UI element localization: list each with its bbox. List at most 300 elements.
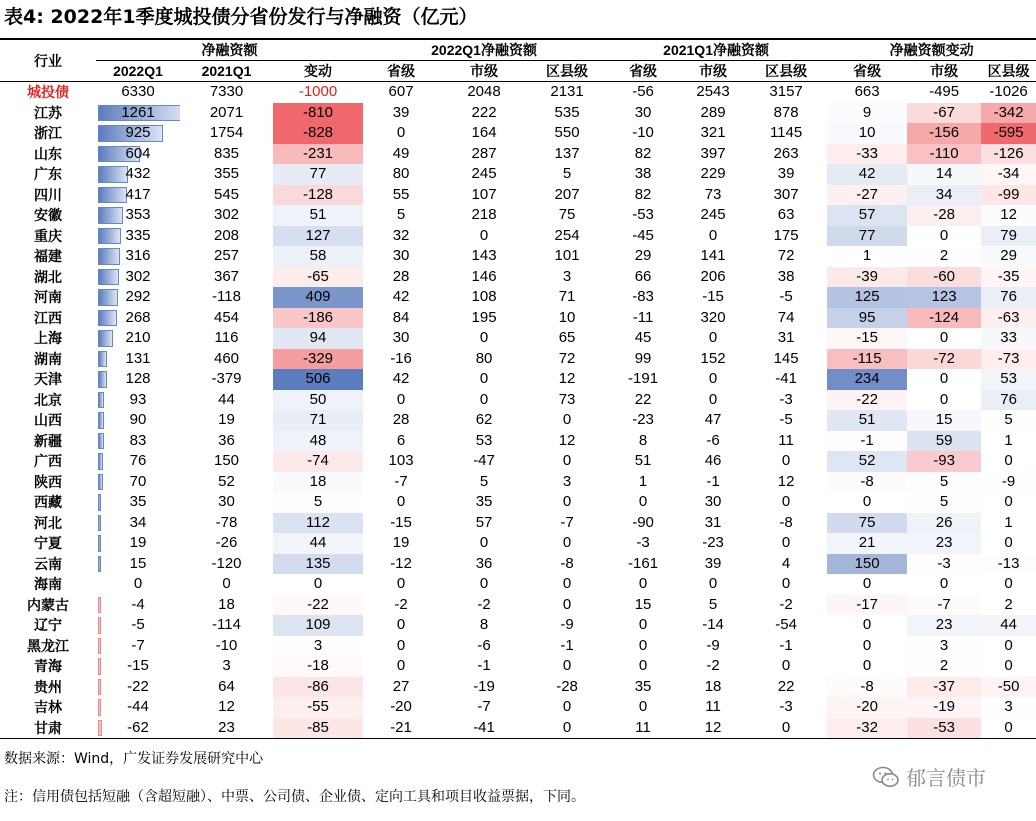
cell-value: 108 — [471, 288, 497, 305]
cell-value: 607 — [388, 83, 414, 100]
cell-value: 42 — [392, 288, 410, 305]
cell-value: 83 — [129, 431, 147, 449]
cell-value: 2071 — [209, 103, 244, 121]
watermark — [872, 762, 986, 791]
cell-value: -11 — [632, 308, 654, 326]
cell-value: -114 — [212, 616, 241, 633]
cell-2022q1-bar — [96, 677, 180, 698]
cell-value: 11 — [705, 698, 721, 715]
cell-value: 355 — [213, 165, 240, 182]
cell-value: -3 — [779, 698, 793, 715]
wechat-icon — [872, 766, 900, 788]
cell-value: 82 — [634, 185, 652, 203]
cell-value: 0 — [981, 492, 1036, 513]
footnote: 注：信用债包括短融（含超短融）、中票、公司债、企业债、定向工具和项目收益票据，下同。 — [4, 789, 585, 805]
row-label: 山西 — [34, 412, 62, 428]
cell-value: 80 — [475, 349, 493, 367]
data-bar — [98, 617, 101, 634]
cell-value: 0 — [827, 615, 907, 636]
cell-value: 245 — [700, 206, 726, 223]
cell-value: 8 — [479, 616, 489, 633]
row-label: 湖南 — [34, 350, 62, 367]
cell-value: 550 — [554, 124, 580, 141]
cell-2022q1-bar — [96, 287, 180, 308]
header-industry: 行业 — [0, 39, 96, 82]
row-label: 青海 — [34, 658, 62, 674]
header-group-net-financing: 净融资额 — [96, 39, 363, 61]
header-group-change: 净融资额变动 — [827, 39, 1036, 61]
cell-value: 5 — [396, 206, 406, 223]
cell-value: 9 — [827, 103, 907, 124]
table-row — [0, 390, 1036, 411]
table-row — [0, 410, 1036, 431]
data-bar — [98, 638, 101, 655]
cell-value: 50 — [273, 390, 363, 411]
cell-2022q1-bar — [96, 718, 180, 739]
subheader-5: 区县级 — [529, 61, 605, 82]
cell-value: 0 — [396, 575, 406, 592]
table-row — [0, 451, 1036, 472]
cell-value: 30 — [634, 103, 652, 121]
cell-value: 5 — [907, 492, 981, 513]
cell-value: 135 — [273, 554, 363, 575]
cell-value: 835 — [213, 144, 240, 162]
cell-value: -128 — [273, 185, 363, 206]
cell-value: -62 — [127, 718, 149, 736]
cell-2022q1-bar — [96, 246, 180, 267]
cell-2022q1-bar — [96, 697, 180, 718]
cell-value: 42 — [392, 370, 410, 387]
cell-value: 35 — [475, 493, 493, 510]
cell-value: 254 — [554, 226, 580, 244]
cell-value: 1261 — [121, 103, 155, 121]
data-bar — [98, 597, 101, 614]
cell-value: 76 — [981, 390, 1036, 411]
cell-value: 15 — [907, 410, 981, 431]
cell-value: 58 — [273, 246, 363, 267]
cell-value: -379 — [211, 370, 242, 387]
cell-value: 0 — [907, 369, 981, 390]
cell-value: 53 — [981, 369, 1036, 390]
cell-value: 316 — [125, 247, 151, 264]
cell-value: -18 — [273, 656, 363, 677]
table-row — [0, 123, 1036, 144]
cell-value: -16 — [390, 349, 412, 367]
cell-value: -13 — [981, 554, 1036, 575]
province-net-financing-table — [0, 38, 1036, 739]
cell-value: 23 — [180, 718, 273, 739]
cell-value: -1000 — [298, 83, 338, 100]
cell-value: 0 — [638, 636, 648, 654]
cell-value: 33 — [981, 328, 1036, 349]
cell-value: 18 — [218, 595, 235, 613]
cell-value: 320 — [700, 308, 726, 326]
cell-value: 77 — [827, 226, 907, 247]
row-label: 城投债 — [27, 84, 69, 100]
cell-value: 12 — [558, 431, 576, 449]
cell-value: 1145 — [769, 124, 803, 141]
cell-value: -60 — [907, 267, 981, 288]
cell-value: 0 — [827, 636, 907, 657]
cell-value: 2 — [981, 595, 1036, 616]
cell-value: -810 — [273, 103, 363, 124]
cell-value: -32 — [827, 718, 907, 739]
data-bar — [98, 453, 103, 470]
row-label: 辽宁 — [34, 617, 62, 633]
cell-2022q1-bar — [96, 267, 180, 288]
row-label: 陕西 — [34, 473, 62, 490]
cell-value: 663 — [854, 83, 880, 100]
row-label: 甘肃 — [0, 718, 96, 739]
data-bar — [98, 679, 101, 696]
row-label: 上海 — [34, 330, 62, 346]
cell-2022q1-bar — [96, 308, 180, 329]
cell-value: -1 — [706, 472, 720, 490]
table-row — [0, 595, 1036, 616]
cell-value: -6 — [706, 431, 720, 449]
cell-value: -186 — [273, 308, 363, 329]
data-bar — [98, 658, 101, 675]
cell-value: 0 — [562, 657, 572, 674]
cell-value: 3 — [562, 472, 572, 490]
cell-value: 11 — [778, 431, 794, 449]
cell-value: 32 — [392, 226, 410, 244]
cell-value: -56 — [632, 83, 654, 100]
cell-value: 46 — [704, 452, 722, 469]
cell-value: -27 — [827, 185, 907, 206]
cell-value: -2 — [394, 595, 408, 613]
row-label: 河北 — [34, 514, 62, 531]
subheader-8: 区县级 — [745, 61, 827, 82]
cell-value: 72 — [558, 349, 576, 367]
cell-value: 0 — [981, 636, 1036, 657]
cell-value: 141 — [700, 247, 726, 264]
cell-value: 15 — [634, 595, 652, 613]
table-row — [0, 718, 1036, 739]
cell-value: 0 — [562, 411, 572, 428]
data-source: 数据来源：Wind，广发证券发展研究中心 — [4, 751, 264, 767]
cell-value: -118 — [212, 288, 241, 305]
cell-value: 12 — [218, 698, 235, 715]
row-label: 重庆 — [34, 227, 62, 244]
cell-value: -17 — [827, 595, 907, 616]
cell-value: 3 — [981, 697, 1036, 718]
cell-value: -161 — [628, 554, 659, 572]
cell-2022q1-bar — [96, 533, 180, 554]
cell-value: 30 — [392, 247, 410, 264]
cell-value: 0 — [133, 575, 143, 592]
cell-value: -41 — [439, 718, 529, 739]
cell-value: 23 — [907, 615, 981, 636]
cell-value: -12 — [390, 554, 412, 572]
cell-value: 35 — [634, 677, 652, 695]
cell-value: -37 — [907, 677, 981, 698]
cell-value: 19 — [218, 411, 235, 428]
cell-value: -828 — [273, 123, 363, 144]
cell-value: 3157 — [769, 83, 803, 100]
cell-2022q1-bar — [96, 390, 180, 411]
subheader-2: 变动 — [273, 61, 363, 82]
subheader-6: 省级 — [605, 61, 681, 82]
cell-value: 210 — [125, 329, 151, 346]
row-label: 浙江 — [34, 125, 62, 141]
cell-value: 0 — [781, 534, 791, 551]
cell-value: 28 — [392, 411, 410, 428]
cell-2022q1-bar — [96, 492, 180, 513]
cell-value: 23 — [907, 533, 981, 554]
cell-value: 38 — [634, 165, 652, 182]
cell-value: -41 — [775, 370, 797, 387]
table-row — [0, 472, 1036, 493]
data-bar — [98, 515, 101, 532]
cell-value: 417 — [125, 185, 151, 203]
table-row — [0, 103, 1036, 124]
cell-value: 73 — [558, 390, 576, 408]
cell-value: -7 — [394, 472, 408, 490]
cell-value: 0 — [827, 656, 907, 677]
cell-value: -7 — [131, 636, 145, 654]
table-row — [0, 369, 1036, 390]
cell-value: 0 — [981, 574, 1036, 595]
cell-value: 26 — [907, 513, 981, 534]
cell-value: -15 — [827, 328, 907, 349]
cell-value: -22 — [827, 390, 907, 411]
table-row — [0, 287, 1036, 308]
cell-value: 925 — [125, 124, 151, 141]
cell-value: 0 — [708, 390, 718, 408]
cell-value: 127 — [273, 226, 363, 247]
data-bar — [98, 166, 128, 183]
cell-value: -1 — [477, 657, 491, 674]
cell-value: 321 — [700, 124, 726, 141]
cell-value: 70 — [129, 472, 147, 490]
cell-value: 59 — [907, 431, 981, 452]
cell-value: 57 — [827, 205, 907, 226]
cell-value: 0 — [907, 328, 981, 349]
cell-value: 0 — [396, 390, 406, 408]
cell-value: -1026 — [989, 83, 1028, 100]
cell-value: -67 — [907, 103, 981, 124]
cell-value: 14 — [907, 164, 981, 185]
cell-value: 39 — [392, 103, 410, 121]
data-bar — [98, 433, 104, 450]
cell-value: 1 — [827, 246, 907, 267]
cell-value: 2543 — [696, 83, 730, 100]
cell-value: 36 — [218, 431, 235, 449]
cell-value: -34 — [981, 164, 1036, 185]
cell-value: 51 — [273, 205, 363, 226]
cell-value: 48 — [273, 431, 363, 452]
data-bar — [98, 494, 101, 511]
cell-value: -8 — [827, 677, 907, 698]
cell-value: 109 — [273, 615, 363, 636]
cell-value: 8 — [638, 431, 648, 449]
cell-value: 71 — [558, 288, 576, 305]
cell-value: -126 — [981, 144, 1036, 165]
row-label: 宁夏 — [34, 535, 62, 551]
cell-value: 55 — [392, 185, 410, 203]
cell-2022q1-bar — [96, 410, 180, 431]
cell-value: 22 — [634, 390, 652, 408]
table-row — [0, 656, 1036, 677]
cell-value: 0 — [781, 575, 791, 592]
cell-value: 0 — [479, 226, 489, 244]
cell-value: -10 — [632, 124, 654, 141]
cell-value: 101 — [554, 247, 580, 264]
row-label: 安徽 — [34, 207, 62, 223]
cell-value: 62 — [475, 411, 493, 428]
cell-value: -47 — [473, 452, 495, 469]
cell-value: -4 — [131, 595, 145, 613]
cell-value: 0 — [273, 574, 363, 595]
cell-value: -329 — [273, 349, 363, 370]
cell-value: -8 — [827, 472, 907, 493]
cell-value: 0 — [781, 657, 791, 674]
cell-value: -28 — [907, 205, 981, 226]
cell-value: -8 — [779, 513, 793, 531]
cell-value: 0 — [781, 452, 791, 469]
cell-value: 82 — [634, 144, 652, 162]
cell-value: -54 — [775, 616, 797, 633]
cell-value: -22 — [273, 595, 363, 616]
cell-value: 164 — [471, 124, 497, 141]
cell-value: 103 — [388, 452, 414, 469]
table-row — [0, 308, 1036, 329]
cell-2022q1-bar — [96, 472, 180, 493]
cell-2022q1-bar — [96, 574, 180, 595]
cell-value: -9 — [706, 636, 720, 654]
cell-value: -156 — [907, 123, 981, 144]
cell-value: 0 — [562, 534, 572, 551]
cell-value: 175 — [773, 226, 799, 244]
cell-value: 112 — [273, 513, 363, 534]
cell-value: 77 — [273, 164, 363, 185]
cell-2022q1-bar — [96, 451, 180, 472]
cell-value: 1 — [981, 513, 1036, 534]
cell-value: -1 — [560, 636, 574, 654]
cell-value: 5 — [273, 492, 363, 513]
cell-value: 4 — [781, 554, 791, 572]
cell-value: 63 — [777, 206, 795, 223]
cell-value: 90 — [129, 411, 147, 428]
cell-value: -15 — [702, 288, 724, 305]
cell-value: 34 — [129, 513, 147, 531]
cell-2022q1-bar — [96, 185, 180, 206]
cell-value: 195 — [471, 308, 497, 326]
cell-value: 57 — [475, 513, 493, 531]
row-label: 内蒙古 — [27, 596, 69, 613]
cell-value: 11 — [605, 718, 681, 739]
cell-value: 145 — [773, 349, 799, 367]
cell-value: -44 — [127, 698, 149, 715]
cell-value: 72 — [777, 247, 795, 264]
cell-value: 39 — [704, 554, 722, 572]
cell-value: -115 — [827, 349, 907, 370]
cell-value: 15 — [129, 554, 147, 572]
table-row — [0, 533, 1036, 554]
cell-value: 150 — [827, 554, 907, 575]
cell-value: 307 — [773, 185, 799, 203]
cell-value: 0 — [479, 390, 489, 408]
cell-value: -83 — [632, 288, 654, 305]
cell-value: 99 — [634, 349, 652, 367]
cell-value: 3 — [273, 636, 363, 657]
cell-value: 52 — [218, 472, 235, 490]
cell-value: -124 — [907, 308, 981, 329]
cell-value: 5 — [708, 595, 718, 613]
cell-value: 18 — [273, 472, 363, 493]
cell-2022q1-bar — [96, 226, 180, 247]
cell-value: -9 — [560, 616, 574, 633]
table-row — [0, 205, 1036, 226]
cell-value: 229 — [700, 165, 726, 182]
cell-value: -20 — [390, 698, 412, 715]
table-row — [0, 513, 1036, 534]
row-label: 湖北 — [34, 268, 62, 285]
cell-value: 74 — [777, 308, 795, 326]
row-label: 福建 — [34, 248, 62, 264]
cell-value: -5 — [779, 411, 793, 428]
row-label: 广西 — [34, 453, 62, 469]
subheader-1: 2021Q1 — [180, 61, 273, 82]
cell-value: 0 — [638, 616, 648, 633]
cell-value: -85 — [273, 718, 363, 739]
cell-value: -3 — [907, 554, 981, 575]
cell-value: 0 — [479, 575, 489, 592]
cell-value: 79 — [981, 226, 1036, 247]
row-label: 吉林 — [34, 699, 62, 715]
cell-value: 31 — [704, 513, 722, 531]
cell-value: -1 — [827, 431, 907, 452]
row-label: 江苏 — [34, 104, 62, 121]
data-bar — [98, 289, 118, 306]
cell-value: 123 — [907, 287, 981, 308]
cell-value: 0 — [396, 636, 406, 654]
cell-value: 0 — [827, 574, 907, 595]
data-bar — [98, 392, 104, 409]
cell-value: 0 — [745, 718, 827, 739]
subheader-11: 区县级 — [981, 61, 1036, 82]
cell-value: -191 — [628, 370, 659, 387]
cell-value: 206 — [700, 267, 726, 285]
cell-2022q1-bar — [96, 205, 180, 226]
row-label: 广东 — [34, 166, 62, 182]
table-row — [0, 267, 1036, 288]
cell-value: 52 — [827, 451, 907, 472]
subheader-7: 市级 — [681, 61, 745, 82]
cell-value: 0 — [981, 451, 1036, 472]
cell-value: 125 — [827, 287, 907, 308]
cell-value: -7 — [907, 595, 981, 616]
cell-value: 0 — [827, 492, 907, 513]
cell-2022q1-bar — [96, 349, 180, 370]
cell-value: 75 — [827, 513, 907, 534]
cell-value: 29 — [634, 247, 652, 264]
cell-value: 207 — [554, 185, 580, 203]
row-label: 天津 — [34, 371, 62, 387]
cell-value: 152 — [700, 349, 726, 367]
cell-value: 0 — [562, 575, 572, 592]
cell-value: 5 — [907, 472, 981, 493]
cell-value: 76 — [129, 452, 147, 469]
data-bar — [98, 187, 127, 204]
cell-value: 545 — [213, 185, 240, 203]
cell-value: -73 — [981, 349, 1036, 370]
cell-2022q1-bar — [96, 513, 180, 534]
cell-value: 5 — [981, 410, 1036, 431]
table-row — [0, 636, 1036, 657]
cell-value: 51 — [634, 452, 652, 469]
